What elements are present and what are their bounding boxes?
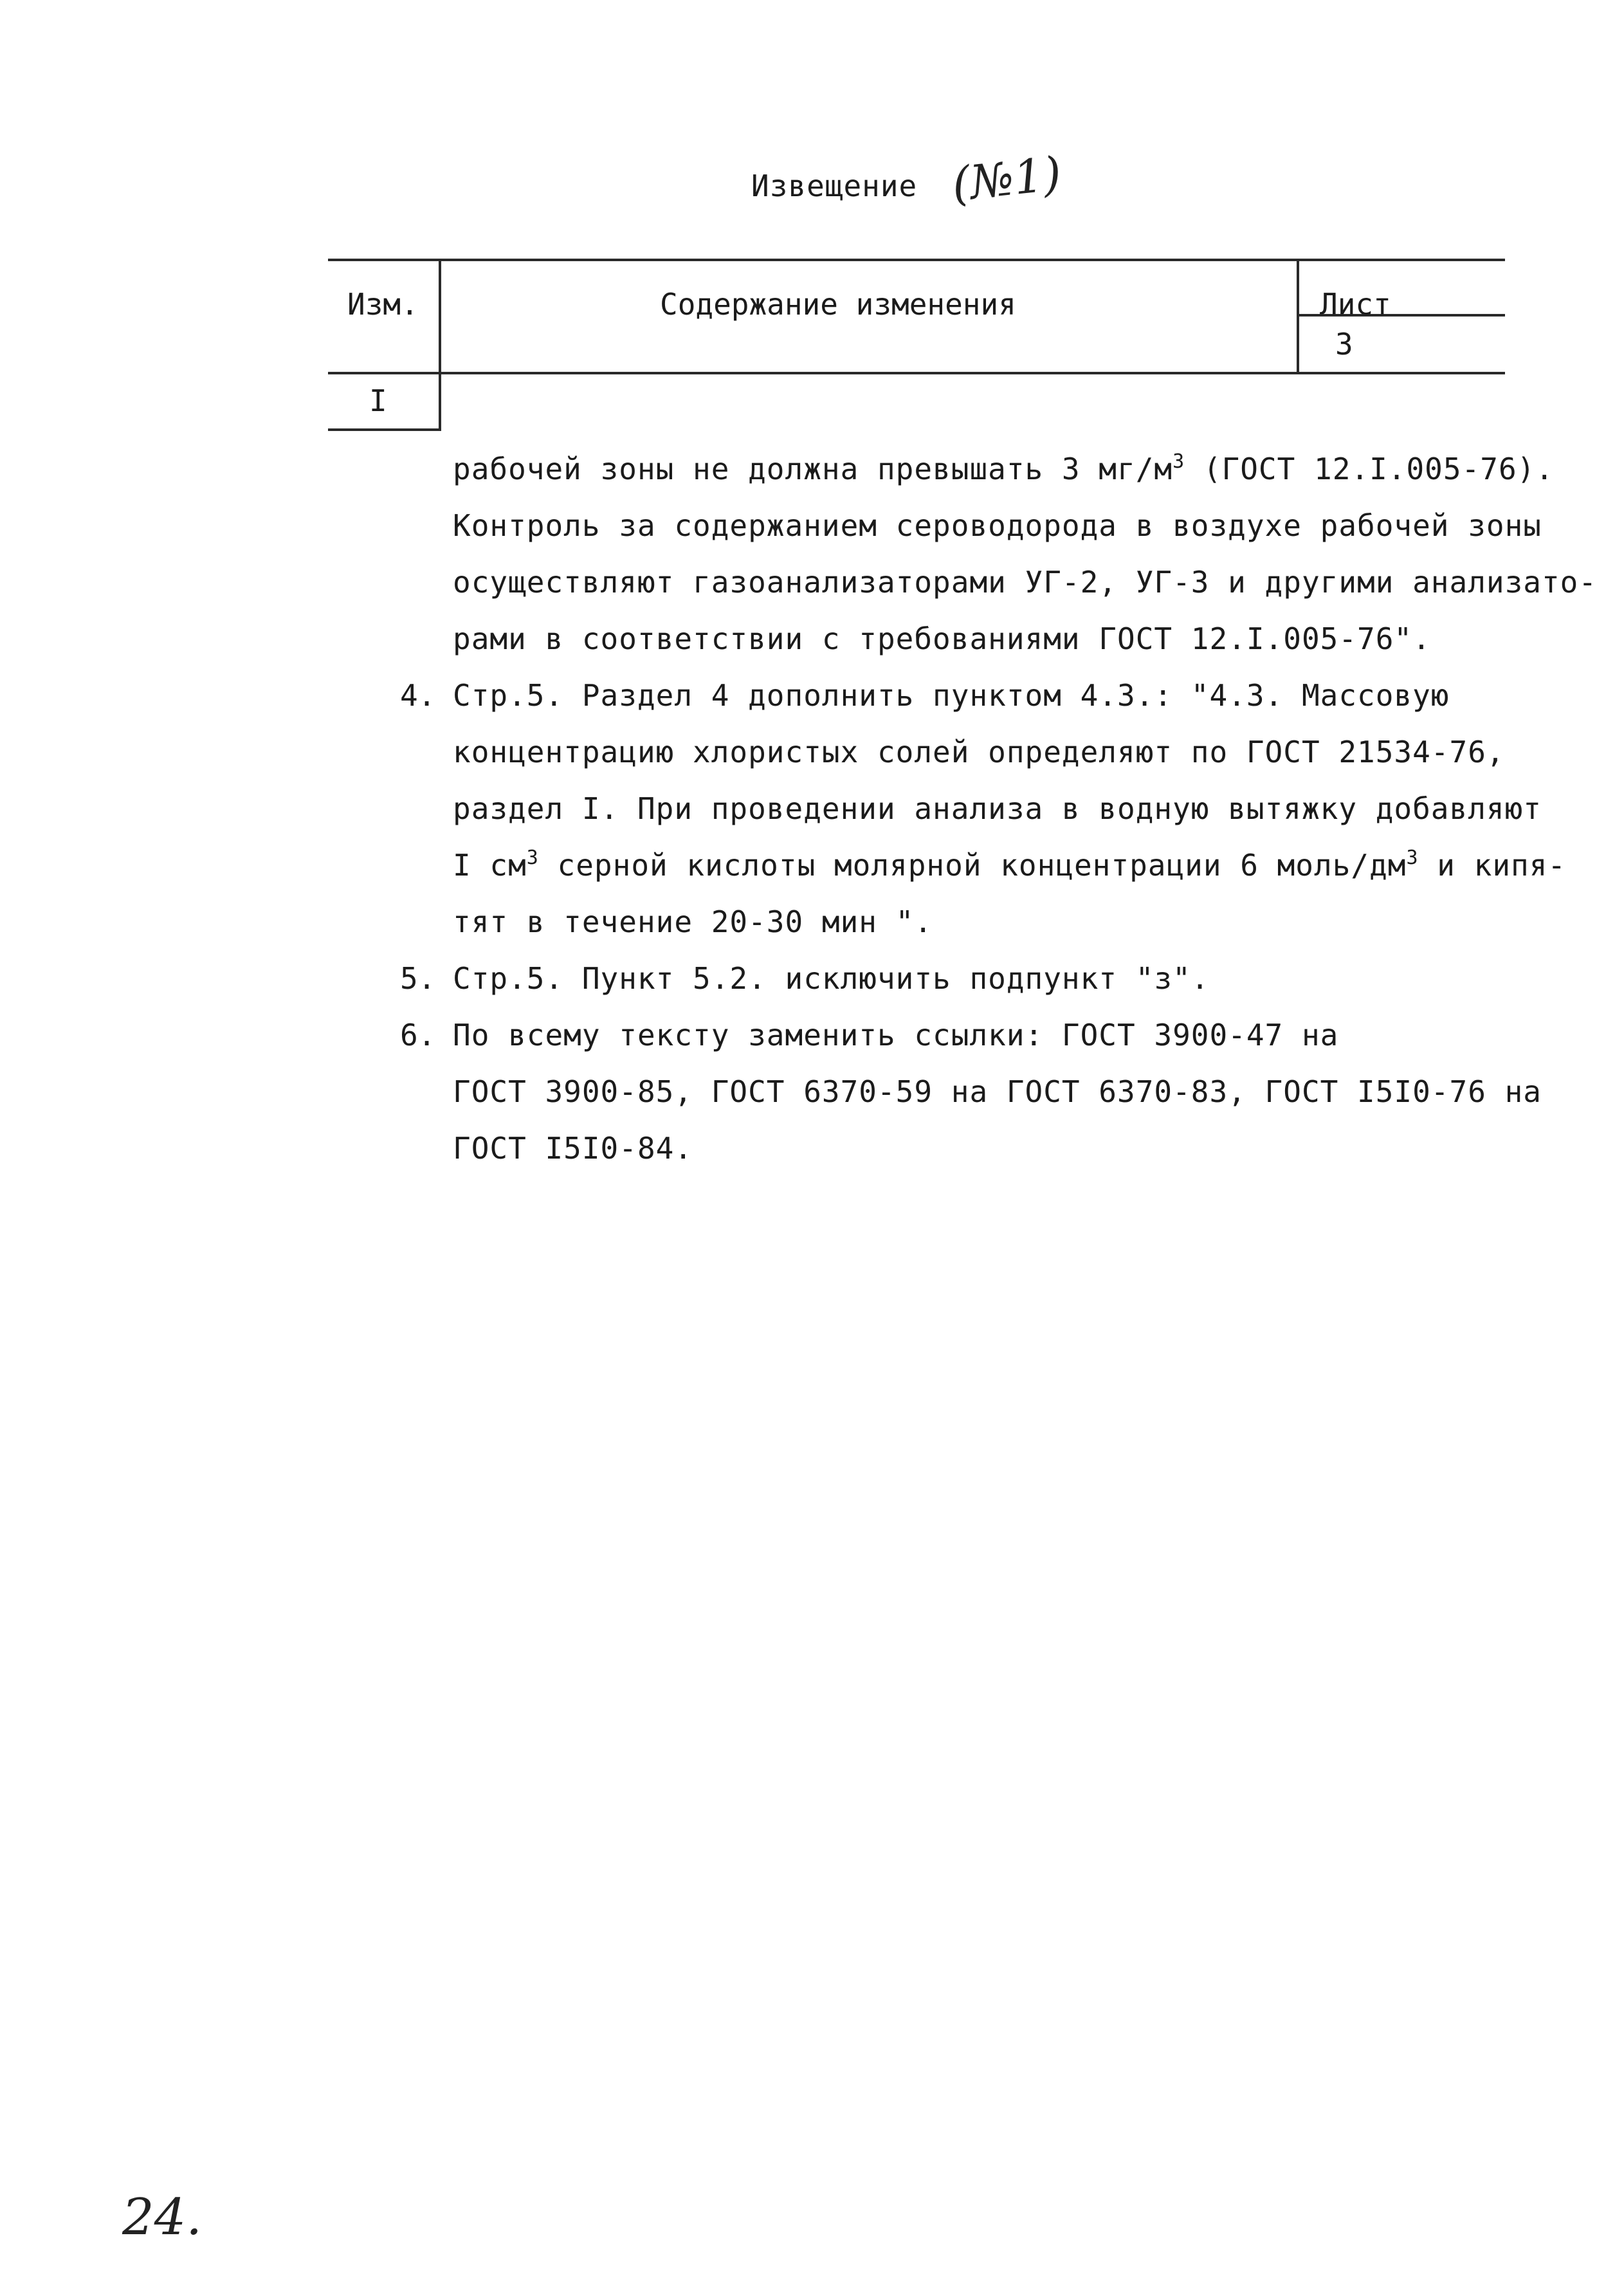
sheet-value: 3 (1335, 327, 1353, 362)
notice-handwritten-number: (№1) (949, 146, 1064, 212)
change-no-bottom-rule (328, 428, 441, 431)
item-number: 6. (400, 1018, 436, 1052)
table-top-rule (328, 259, 1505, 261)
change-no-cell-border (439, 372, 441, 431)
body-line: раздел I. При проведении анализа в водную вытяжку добавляют (453, 791, 1542, 826)
notice-title: Извещение (751, 169, 918, 203)
body-line: тят в течение 20-30 мин ". (453, 904, 933, 939)
item-number: 5. (400, 961, 436, 996)
body-line: I $см^3$ серной кислоты молярной концентрации 6 моль/$дм^3$ и кипя- (453, 847, 1567, 883)
table-divider-left (439, 259, 441, 374)
body-line: Стр.5. Пункт 5.2. исключить подпункт "з". (453, 961, 1210, 996)
table-divider-right (1297, 259, 1299, 374)
column-header-sheet: Лист (1320, 287, 1391, 322)
item-number: 4. (400, 678, 436, 713)
table-header-rule (328, 372, 1505, 374)
body-line: рами в соответствии с требованиями ГОСТ 12.I.005-76". (453, 621, 1431, 656)
page-number: 24. (122, 2189, 203, 2246)
body-line: концентрацию хлористых солей определяют по ГОСТ 21534-76, (453, 735, 1505, 769)
body-line: ГОСТ I5I0-84. (453, 1131, 693, 1166)
body-line: ГОСТ 3900-85, ГОСТ 6370-59 на ГОСТ 6370-83, ГОСТ I5I0-76 на (453, 1074, 1542, 1109)
column-header-content: Содержание изменения (660, 287, 1016, 322)
body-line: По всему тексту заменить ссылки: ГОСТ 3900-47 на (453, 1018, 1339, 1052)
body-line: рабочей зоны не должна превышать 3 $мг/м^3$ (ГОСТ 12.I.005-76). (453, 450, 1555, 486)
body-line: осуществляют газоанализаторами УГ-2, УГ-3 и другими анализато- (453, 565, 1598, 600)
change-no-value: I (369, 383, 387, 418)
body-line: Стр.5. Раздел 4 дополнить пунктом 4.3.: "4.3. Массовую (453, 678, 1450, 713)
body-line: Контроль за содержанием сероводорода в воздухе рабочей зоны (453, 508, 1542, 543)
column-header-change-no: Изм. (347, 287, 419, 322)
